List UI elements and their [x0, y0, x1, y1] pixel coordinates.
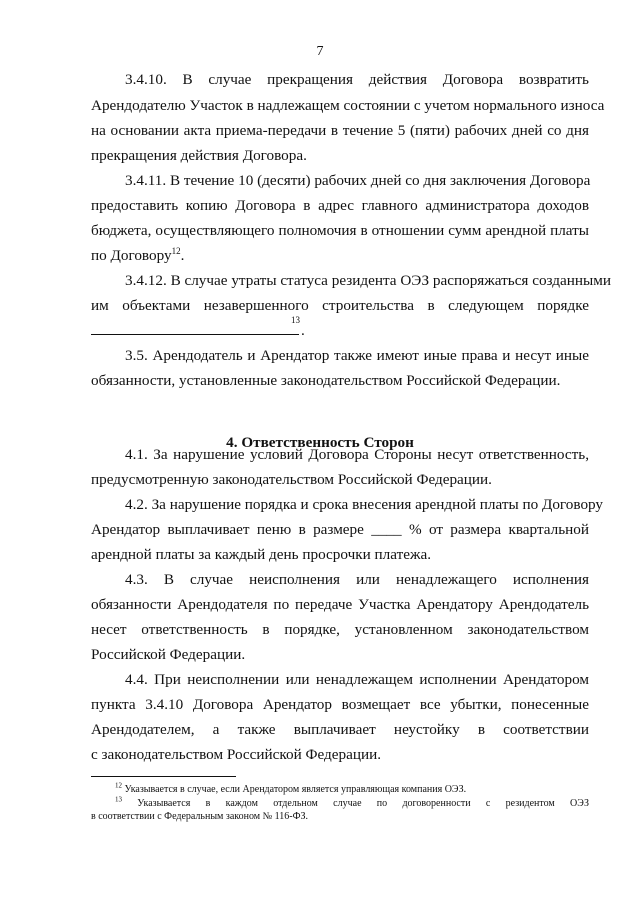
p-4-3-line-2: обязанности Арендодателя по передаче Участка Арендатору Арендодатель	[91, 596, 589, 613]
p-3-4-12-line-2: им объектами незавершенного строительства в следующем порядке	[91, 297, 589, 314]
p-3-5-line-2: обязанности, установленные законодательством Российской Федерации.	[91, 372, 561, 389]
p-4-4-line-2: пункта 3.4.10 Договора Арендатор возмещает все убытки, понесенные	[91, 696, 589, 713]
p-3-4-11-line-2: предоставить копию Договора в адрес главного администратора доходов	[91, 197, 589, 214]
section-title: 4. Ответственность Сторон	[226, 434, 414, 451]
p-3-4-10-line-1: 3.4.10. В случае прекращения действия Договора возвратить	[125, 71, 589, 88]
page-number: 7	[316, 44, 324, 59]
p-4-2-line-3: арендной платы за каждый день просрочки платежа.	[91, 546, 431, 563]
footnote-13-number: 13	[115, 795, 122, 804]
footnote-ref-12: 12	[171, 245, 181, 256]
footnote-13-text: Указывается в каждом отдельном случае по договоренности с резидентом ОЭЗ	[122, 798, 589, 809]
p-3-4-10-line-4: прекращения действия Договора.	[91, 147, 307, 164]
p-3-4-10-line-3: на основании акта приема-передачи в течение 5 (пяти) рабочих дней со дня	[91, 122, 589, 139]
p-4-4-line-4: с законодательством Российской Федерации.	[91, 746, 382, 763]
p-4-4-line-3: Арендодателем, а также выплачивает неустойку в соответствии	[91, 721, 589, 738]
p-3-4-11-line-4-text: по Договору	[91, 247, 172, 264]
p-3-4-10-line-2: Арендодателю Участок в надлежащем состоянии с учетом нормального износа	[91, 97, 605, 114]
p-3-5-line-1: 3.5. Арендодатель и Арендатор также имеют иные права и несут иные	[125, 347, 589, 364]
footnote-ref-13: 13	[291, 315, 300, 325]
footnote-separator	[91, 776, 236, 777]
p-4-3-line-3: несет ответственность в порядке, установленном законодательством	[91, 621, 589, 638]
p-3-4-12-line-1: 3.4.12. В случае утраты статуса резидента ОЭЗ распоряжаться созданными	[125, 272, 611, 289]
footnote-12	[115, 783, 589, 796]
p-4-1-line-1: 4.1. За нарушение условий Договора Стороны несут ответственность,	[125, 446, 589, 463]
p-4-4-line-1: 4.4. При неисполнении или ненадлежащем исполнении Арендатором	[125, 671, 589, 688]
footnote-13-continuation: в соответствии с Федеральным законом № 116-ФЗ.	[91, 811, 309, 822]
p-4-2-line-1: 4.2. За нарушение порядка и срока внесения арендной платы по Договору	[125, 496, 604, 513]
p-3-4-12-line-3-end: .	[301, 322, 305, 339]
p-3-4-12-line-3	[91, 321, 589, 341]
p-4-3-line-1: 4.3. В случае неисполнения или ненадлежащего исполнения	[125, 571, 589, 588]
p-3-4-11-line-4	[91, 246, 589, 266]
p-4-2-line-2: Арендатор выплачивает пеню в размере ____ % от размера квартальной	[91, 521, 589, 538]
p-4-3-line-4: Российской Федерации.	[91, 646, 246, 663]
p-4-1-line-2: предусмотренную законодательством Российской Федерации.	[91, 471, 492, 488]
p-3-4-11-line-3: бюджета, осуществляющего полномочия в отношении сумм арендной платы	[91, 222, 589, 239]
footnote-12-text: Указывается в случае, если Арендатором является управляющая компания ОЭЗ.	[122, 784, 467, 795]
footnote-12-number: 12	[115, 781, 122, 790]
p-3-4-11-line-1: 3.4.11. В течение 10 (десяти) рабочих дней со дня заключения Договора	[125, 172, 591, 189]
p-3-4-11-line-4-end: .	[180, 247, 185, 264]
footnote-13	[115, 797, 589, 810]
fill-in-blank	[91, 322, 299, 335]
